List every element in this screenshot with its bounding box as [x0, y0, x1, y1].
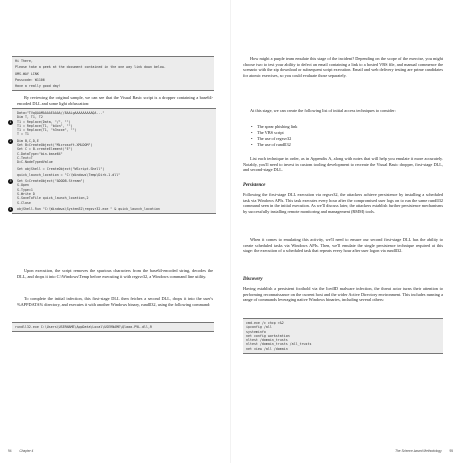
code-line: Set B=CreateObject("Microsoft.XMLDOM") [17, 143, 93, 148]
email-line: Have a really good day! [15, 84, 61, 89]
code-line: nltest /domain_trusts [246, 338, 288, 343]
list-item: • The spear phishing link [257, 124, 447, 130]
page-number: 95 [449, 449, 453, 453]
code-line: net config workstation [246, 333, 290, 338]
callout-marker-2: 2 [9, 138, 12, 143]
code-line: Set S=CreateObject("ADODB.Stream") [17, 179, 85, 184]
list-item: • The use of rundll32 [257, 142, 447, 148]
left-paragraph-1: By reviewing the original sample, we can see that the Visual Basic script is a dropper containing a base64-encoded DLL and some light obfuscation: [17, 95, 213, 106]
code-line: T1 = Replace(Data, "/", "") [17, 119, 71, 124]
email-line: Passcode: W1106 [15, 77, 45, 82]
code-listing-3 [243, 318, 443, 354]
code-line: nltest /domain_trusts /all_trusts [246, 342, 312, 347]
right-page [231, 0, 463, 463]
left-page [0, 0, 231, 463]
code-line: objShell.Run "C:\Windows\System32\regsvr32.exe " & quick_launch_location [17, 206, 160, 211]
right-paragraph-6: Having establish a persistent foothold via the IcedID malware infection, the threat actor turns their attention to performing reconnaissance on the current host and the wider Active Directory environment. This includes running a range of commands leveraging native Windows binaries, including several others: [243, 286, 443, 302]
code-line: S.Write D [17, 192, 35, 197]
code-line: ipconfig /all [246, 325, 272, 330]
right-paragraph-3: List each technique in order, as in Appendix A, along with notes that will help you emulate it more accurately. Notably, you'll need to invest in custom tooling development to recreate the Visual Basic dropper, first-stage DLL, and second-stage DLL. [243, 156, 443, 172]
email-box [12, 56, 214, 91]
code-line: T1 = Replace(T1, "h3ncxe", "") [17, 128, 77, 133]
list-item: • The use of regsvr32 [257, 136, 447, 142]
code-line: C.Text=T [17, 155, 33, 160]
section-heading-discovery: Discovery [243, 277, 263, 282]
left-paragraph-2: Upon execution, the script removes the spurious characters from the base64-encoded string, decodes the DLL, and drops it into C:\Windows\Temp before executing it with regsvr32, a Windows command line utility. [17, 268, 213, 279]
left-footer [8, 449, 33, 453]
right-paragraph-5: When it comes to emulating this activity, we'll need to ensure our second first-stage DLL has the ability to create scheduled tasks via Windows APIs. Then, we'll emulate the single persistence technique required at this stage: the execution of a scheduled task that repeats every hour after user logon via rundll32. [243, 237, 443, 253]
right-paragraph-1: How might a purple team emulate this stage of the incident? Depending on the scope of the exercise, you might choose two to test your ability to defect an email containing a link to a hosted VBS file, and manual commence the scenario with the zip download or subsequent script execution. Email and web delivery testing are prime candidates for atomic exercises, so you could evaluate those separately. [243, 56, 443, 78]
code-line: Dim T, T1, T2 [17, 115, 43, 120]
code-line: C.DataType="bin.base64" [17, 151, 63, 156]
callout-marker-1: 1 [9, 119, 12, 124]
page-number: 94 [8, 449, 12, 453]
email-line: Please take a peek at the document contained in the one way link down below. [15, 65, 166, 70]
right-footer [395, 449, 453, 453]
code-line: Set C = B.createElement("E") [17, 147, 73, 152]
callout-marker-3: 3 [9, 179, 12, 184]
code-line: net view /all /domain [246, 346, 288, 351]
email-line: OMS-WAY LINK [15, 71, 39, 76]
code-line: D=C.NodeTypedValue [17, 160, 53, 165]
list-item: • The VBS script [257, 130, 447, 136]
code-line: T = T1 [17, 132, 29, 137]
email-line: Hi There, [15, 59, 33, 63]
running-head: The Science-based Methodology [395, 449, 442, 453]
right-paragraph-2: At this stage, we can create the following list of initial access techniques to consider: [250, 108, 396, 113]
code-line: systeminfo [246, 329, 266, 334]
left-paragraph-3: To complete the initial infection, this first-stage DLL then fetches a second DLL, drops it into the user's %APPDATA% directory, and executes it with another Windows binary, rundll32, using the following command: [17, 296, 213, 307]
code-line: Dim B,C,D,E [17, 138, 39, 143]
code-line: cmd.exe /c chcp >&2 [246, 321, 284, 325]
code-line: Set objShell = CreateObject("WScript.Shell") [17, 166, 105, 171]
code-line: S.SaveToFile quick_launch_location,2 [17, 196, 89, 201]
code-line: S.Close [17, 200, 31, 205]
code-listing-2 [12, 322, 214, 332]
code-line: S.Open [17, 183, 29, 188]
code-line: Data="TVqQAAMAAAAEAAAA//8AALgAAAAAAAAAQA..." [17, 111, 105, 115]
code-line: T1 = Replace(T1, "b4cn", "") [17, 123, 73, 128]
code-listing-1 [9, 108, 216, 214]
section-heading-persistence: Persistence [243, 183, 266, 188]
chapter-label: Chapter 4 [19, 449, 34, 453]
right-paragraph-4: Following the first-stage DLL execution via regsvr32, the attackers achieve persistence by installing a scheduled task via Windows APIs. This task executes every hour after the compromised user logs on to run the same rundll32 command seen in the initial execution. As we'll discuss later, the attackers establish further persistence mechanisms by successfully installing remote monitoring and management (RMM) tools. [243, 192, 443, 214]
code-line: S.Type=1 [17, 187, 33, 192]
callout-marker-4: 4 [9, 206, 12, 211]
technique-list [247, 124, 447, 148]
code-line: rundll32.exe C:\Users\USERNAME\AppData\Local\USERNAME\Qlaaa-P9L.dll,R [15, 325, 152, 329]
code-line: quick_launch_location = "C:\Windows\Temp\Dirk-1.dll" [17, 172, 121, 177]
